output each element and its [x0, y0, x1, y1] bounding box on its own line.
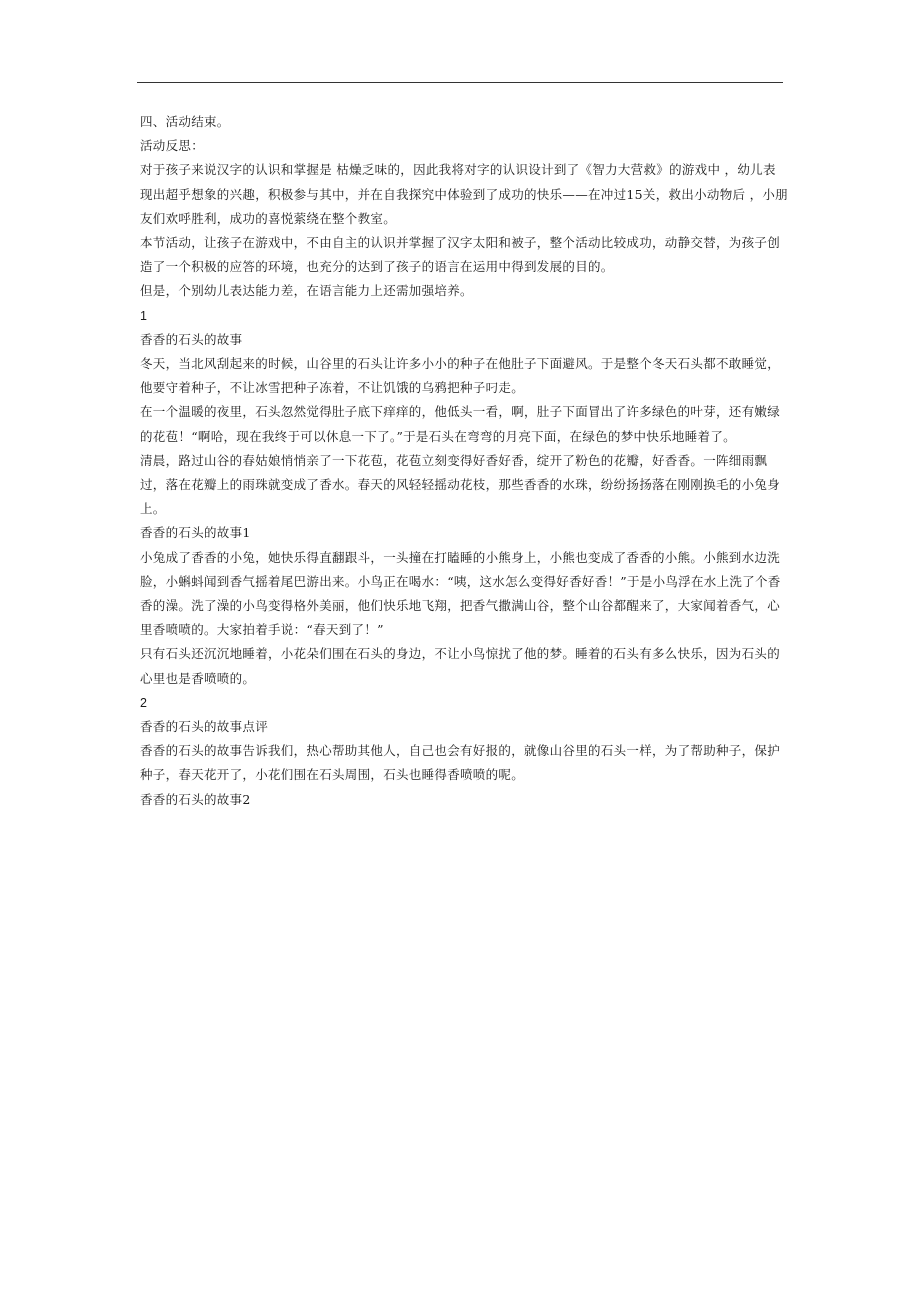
story-title: 香香的石头的故事2 — [140, 791, 251, 807]
story-paragraph: 在一个温暖的夜里，石头忽然觉得肚子底下痒痒的，他低头一看，啊，肚子下面冒出了许多绿色的叶芽，还有嫩绿的花苞！“啊哈，现在我终于可以休息一下了。”于是石头在弯弯的月亮下面，在绿色的梦中快乐地睡着了。 — [140, 404, 781, 444]
document-body — [140, 110, 788, 812]
reflection-paragraph: 本节活动，让孩子在游戏中，不由自主的认识并掌握了汉字太阳和被子，整个活动比较成功，动静交替，为孩子创造了一个积极的应答的环境，也充分的达到了孩子的语言在运用中得到发展的目的。 — [140, 235, 781, 275]
story-paragraph: 清晨，路过山谷的春姑娘悄悄亲了一下花苞，花苞立刻变得好香好香，绽开了粉色的花瓣，好香香。一阵细雨飘过，落在花瓣上的雨珠就变成了香水。春天的风轻轻摇动花枝，那些香香的水珠，纷纷扬扬落在刚刚换毛的小兔身上。 — [140, 452, 781, 517]
story-review-title: 香香的石头的故事点评 — [140, 719, 269, 735]
page-number: 2 — [140, 695, 148, 710]
story-title: 香香的石头的故事 — [140, 331, 243, 347]
story-review-paragraph: 香香的石头的故事告诉我们，热心帮助其他人，自己也会有好报的，就像山谷里的石头一样，为了帮助种子，保护种子，春天花开了，小花们围在石头周围，石头也睡得香喷喷的呢。 — [140, 743, 781, 783]
section-heading-activity-end: 四、活动结束。 — [140, 114, 230, 129]
reflection-label: 活动反思： — [140, 138, 205, 154]
reflection-paragraph: 对于孩子来说汉字的认识和掌握是 枯燥乏味的，因此我将对字的认识设计到了《智力大营救》的游戏中 ，幼儿表现出超乎想象的兴趣，积极参与其中，并在自我探究中体验到了成功的快乐——在冲过15关，救出小动物后 ，小朋友们欢呼胜利，成功的喜悦萦绕在整个教室。 — [140, 162, 788, 226]
reflection-paragraph: 但是，个别幼儿表达能力差，在语言能力上还需加强培养。 — [140, 283, 473, 299]
story-paragraph: 只有石头还沉沉地睡着，小花朵们围在石头的身边，不让小鸟惊扰了他的梦。睡着的石头有多么快乐，因为石头的心里也是香喷喷的。 — [140, 646, 781, 686]
page-number: 1 — [140, 308, 148, 323]
story-title: 香香的石头的故事1 — [140, 525, 251, 541]
story-paragraph: 冬天，当北风刮起来的时候，山谷里的石头让许多小小的种子在他肚子下面避风。于是整个冬天石头都不敢睡觉，他要守着种子，不让冰雪把种子冻着，不让饥饿的乌鸦把种子叼走。 — [140, 356, 781, 396]
header-rule — [137, 82, 783, 83]
story-paragraph: 小兔成了香香的小兔，她快乐得直翻跟斗，一头撞在打瞌睡的小熊身上，小熊也变成了香香的小熊。小熊到水边洗脸，小蝌蚪闻到香气摇着尾巴游出来。小鸟正在喝水：“咦，这水怎么变得好香好香！”于是小鸟浮在水上洗了个香香的澡。洗了澡的小鸟变得格外美丽，他们快乐地飞翔，把香气撒满山谷，整个山谷都醒来了，大家闻着香气，心里香喷喷的。大家拍着手说：“春天到了！” — [140, 549, 781, 638]
